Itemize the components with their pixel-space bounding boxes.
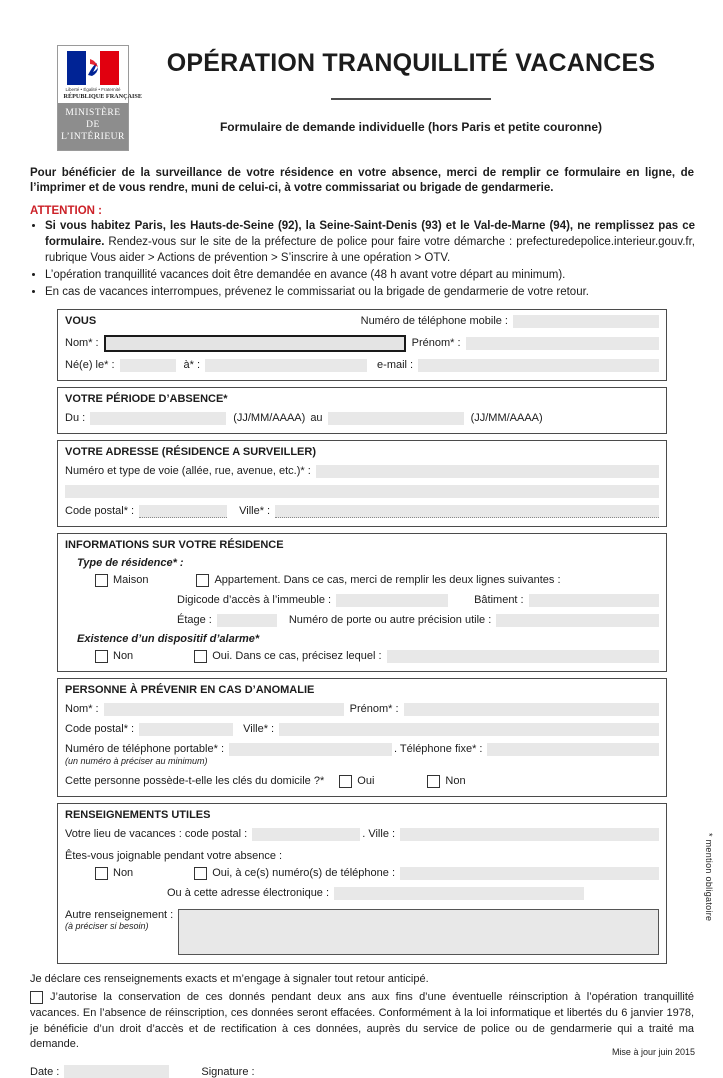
autre-renseignement-textarea[interactable] — [178, 909, 659, 955]
etage-input[interactable] — [217, 614, 277, 627]
alarme-precision-input[interactable] — [387, 650, 659, 663]
date-debut-input[interactable] — [90, 412, 226, 425]
alarme-label: Existence d’un dispositif d’alarme* — [77, 632, 260, 645]
voie-label: Numéro et type de voie (allée, rue, avenue, etc.)* : — [65, 465, 311, 478]
adresse-electronique-label: Ou à cette adresse électronique : — [167, 887, 330, 900]
nom-label: Nom* : — [65, 337, 99, 350]
voie-input-ligne1[interactable] — [316, 465, 659, 478]
section-periode — [57, 387, 667, 434]
voie-input-ligne2[interactable] — [65, 485, 659, 498]
alarme-oui-checkbox[interactable] — [194, 650, 207, 663]
personne-fixe-label: . Téléphone fixe* : — [394, 743, 483, 756]
joignable-oui-checkbox[interactable] — [194, 867, 207, 880]
mention-obligatoire-note: * mention obligatoire — [704, 833, 714, 922]
ville-label: Ville* : — [239, 505, 271, 518]
vacances-cp-input[interactable] — [252, 828, 360, 841]
cles-label: Cette personne possède-t-elle les clés du domicile ?* — [65, 775, 325, 788]
attention-heading: ATTENTION : — [30, 205, 102, 218]
vacances-ville-label: . Ville : — [362, 828, 396, 841]
mobile-label: Numéro de téléphone mobile : — [360, 315, 508, 328]
logo-motto: Liberté • Égalité • Fraternité — [65, 87, 121, 93]
porte-input[interactable] — [496, 614, 659, 627]
section-renseignements-title: RENSEIGNEMENTS UTILES — [65, 808, 211, 821]
prenom-label: Prénom* : — [411, 337, 461, 350]
personne-portable-input[interactable] — [229, 743, 392, 756]
adresse-electronique-input[interactable] — [334, 887, 584, 900]
ministry-line-2: DE — [86, 119, 100, 130]
republique-francaise-logo — [58, 46, 142, 103]
date-input[interactable] — [64, 1065, 169, 1078]
ministry-logo — [57, 45, 142, 151]
personne-cp-input[interactable] — [139, 723, 233, 736]
personne-ville-label: Ville* : — [243, 723, 275, 736]
maison-checkbox[interactable] — [95, 574, 108, 587]
etage-label: Étage : — [177, 614, 212, 627]
form-subtitle: Formulaire de demande individuelle (hors Paris et petite couronne) — [219, 120, 603, 134]
section-periode-title: VOTRE PÉRIODE D’ABSENCE* — [65, 392, 228, 405]
appartement-checkbox[interactable] — [196, 574, 209, 587]
logo-republic-label: RÉPUBLIQUE FRANÇAISE — [63, 93, 142, 100]
intro-paragraph: Pour bénéficier de la surveillance de votre résidence en votre absence, merci de remplir ce formulaire en ligne, de l’imprimer et de vous rendre, muni de celui-ci, à votre commissariat ou brigade de gendarmerie. — [30, 166, 694, 195]
cles-oui-checkbox[interactable] — [339, 775, 352, 788]
signature-label: Signature : — [201, 1065, 255, 1078]
personne-minimum-note: (un numéro à préciser au minimum) — [65, 755, 208, 766]
section-adresse — [57, 440, 667, 527]
code-postal-input[interactable] — [139, 505, 227, 518]
joignable-label: Êtes-vous joignable pendant votre absence : — [65, 849, 283, 862]
personne-nom-label: Nom* : — [65, 703, 99, 716]
section-adresse-title: VOTRE ADRESSE (RÉSIDENCE A SURVEILLER) — [65, 445, 316, 458]
code-postal-label: Code postal* : — [65, 505, 135, 518]
attention-bullet-retour: • En cas de vacances interrompues, prévenez le commissariat ou la brigade de gendarmerie de votre retour. — [45, 285, 695, 301]
personne-prenom-input[interactable] — [404, 703, 659, 716]
ministry-name — [58, 103, 128, 150]
personne-fixe-input[interactable] — [487, 743, 659, 756]
autre-renseignement-note: (à préciser si besoin) — [65, 920, 149, 931]
digicode-input[interactable] — [336, 594, 448, 607]
format-jjmmaaaa-1: (JJ/MM/AAAA) — [233, 412, 306, 425]
porte-label: Numéro de porte ou autre précision utile : — [288, 614, 492, 627]
email-label: e-mail : — [377, 359, 414, 372]
maison-label: Maison — [113, 574, 149, 587]
ministry-line-1: MINISTÈRE — [65, 108, 121, 118]
personne-cp-label: Code postal* : — [65, 723, 135, 736]
section-residence-title: INFORMATIONS SUR VOTRE RÉSIDENCE — [65, 538, 284, 551]
prenom-input[interactable] — [466, 337, 659, 350]
type-residence-label: Type de résidence* : — [77, 556, 184, 569]
batiment-input[interactable] — [529, 594, 659, 607]
joignable-oui-label: Oui, à ce(s) numéro(s) de téléphone : — [212, 867, 395, 880]
section-vous-title: VOUS — [65, 315, 97, 328]
consent-block — [30, 990, 694, 1054]
declaration-text: Je déclare ces renseignements exacts et m’engage à signaler tout retour anticipé. — [30, 972, 429, 985]
alarme-non-label: Non — [113, 650, 134, 663]
autre-renseignement-label: Autre renseignement : — [65, 908, 174, 921]
format-jjmmaaaa-2: (JJ/MM/AAAA) — [470, 412, 543, 425]
ministry-line-3: L’INTÉRIEUR — [61, 131, 125, 142]
ne-le-label: Né(e) le* : — [65, 359, 115, 372]
attention-bullet-paris — [45, 219, 695, 267]
section-residence — [57, 533, 667, 672]
mobile-input[interactable] — [513, 315, 659, 328]
section-personne — [57, 678, 667, 797]
personne-prenom-label: Prénom* : — [349, 703, 399, 716]
version-note: Mise à jour juin 2015 — [611, 1047, 695, 1057]
joignable-non-checkbox[interactable] — [95, 867, 108, 880]
attention-list — [30, 219, 695, 300]
section-vous — [57, 309, 667, 381]
french-flag-marianne-icon — [67, 51, 119, 85]
cles-oui-label: Oui — [357, 775, 375, 788]
joignable-non-label: Non — [113, 867, 134, 880]
consent-text: J’autorise la conservation de ces donnés pendant deux ans aux fins d’une éventuelle réinscription à l’opération tranquillité vacances. En l’absence de réinscription, ces données seront effacées. Conformément à la loi informatique et libertés du 6 janvier 1978, je bénéficie d’un droit d’accès et de rectification à ces données, auprès du service de police ou de gendarmerie qui a traité ma demande. — [30, 990, 694, 1051]
a-label: à* : — [183, 359, 201, 372]
lieu-vacances-label: Votre lieu de vacances : code postal : — [65, 828, 248, 841]
cles-non-checkbox[interactable] — [427, 775, 440, 788]
title-divider — [331, 98, 491, 100]
cles-non-label: Non — [445, 775, 466, 788]
page-title: OPÉRATION TRANQUILLITÉ VACANCES — [166, 49, 656, 77]
vacances-ville-input[interactable] — [400, 828, 659, 841]
section-renseignements — [57, 803, 667, 964]
au-label: au — [310, 412, 323, 425]
alarme-oui-label: Oui. Dans ce cas, précisez lequel : — [212, 650, 382, 663]
batiment-label: Bâtiment : — [474, 594, 524, 607]
alarme-non-checkbox[interactable] — [95, 650, 108, 663]
footer — [30, 973, 694, 1078]
personne-portable-label: Numéro de téléphone portable* : — [65, 743, 224, 756]
appartement-label: Appartement. Dans ce cas, merci de remplir les deux lignes suivantes : — [214, 574, 561, 587]
lieu-naissance-input[interactable] — [205, 359, 367, 372]
personne-ville-input[interactable] — [279, 723, 659, 736]
ville-input[interactable] — [275, 505, 659, 518]
nom-input[interactable] — [104, 335, 406, 352]
header — [57, 45, 693, 151]
date-fin-input[interactable] — [328, 412, 464, 425]
attention-bullet-delai: • L’opération tranquillité vacances doit être demandée en avance (48 h avant votre départ au minimum). — [45, 268, 695, 284]
date-label: Date : — [30, 1065, 60, 1078]
personne-nom-input[interactable] — [104, 703, 344, 716]
ne-le-input[interactable] — [120, 359, 176, 372]
attention-bullet-paris-rest: Rendez-vous sur le site de la préfecture de police pour faire votre démarche : prefecturedepolice.interieur.gouv.fr, rubrique Vous aider > Actions de prévention > S’inscrire à une opération > OTV. — [45, 236, 695, 265]
section-personne-title: PERSONNE À PRÉVENIR EN CAS D’ANOMALIE — [65, 683, 315, 696]
digicode-label: Digicode d’accès à l’immeuble : — [177, 594, 332, 607]
email-input[interactable] — [418, 359, 659, 372]
consent-checkbox[interactable] — [30, 991, 43, 1004]
du-label: Du : — [65, 412, 86, 425]
joignable-telephone-input[interactable] — [400, 867, 659, 880]
attention-bullet-paris-bold: Si vous habitez Paris, les Hauts-de-Seine (92), la Seine-Saint-Denis (93) et le Val-de-Marne (94), ne remplissez pas ce formulaire. — [45, 220, 695, 249]
